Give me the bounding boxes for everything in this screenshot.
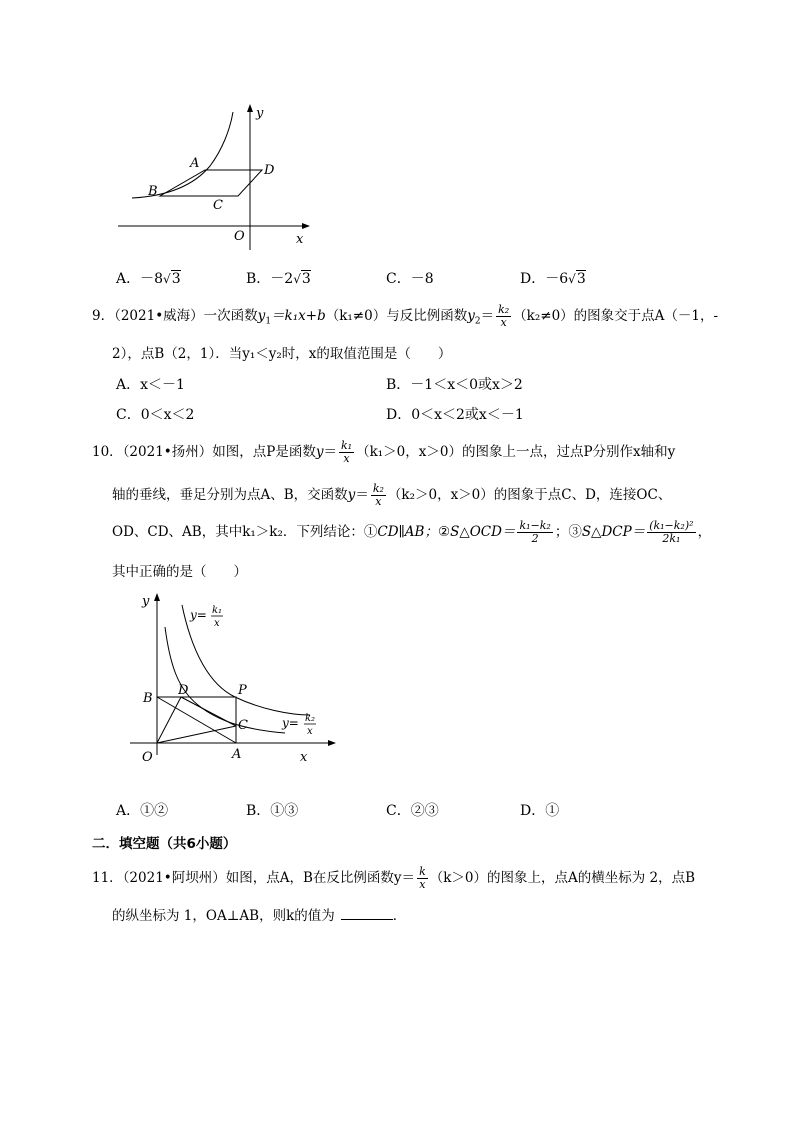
q8-option-value: －8 bbox=[410, 271, 434, 287]
q10-number: 10． bbox=[92, 444, 123, 460]
q8-option-radicand: 3 bbox=[576, 271, 586, 287]
q9-source: （2021•威海） bbox=[114, 308, 204, 324]
parallelogram-abcd bbox=[160, 170, 262, 196]
q11-text: 如图，点A，B在反比例函数y＝ bbox=[225, 870, 416, 886]
q9-text: 一次函数 bbox=[203, 308, 258, 324]
fig10-label-d: D bbox=[178, 683, 189, 698]
fig8-label-b: B bbox=[148, 184, 158, 199]
q10-fraction-k1: $\frac{\text{k₁}}{x}$ bbox=[341, 439, 353, 465]
q10-text: S△DCP＝ bbox=[581, 524, 646, 540]
q9-var: y bbox=[467, 308, 475, 324]
q9-text: （k₁≠0）与反比例函数 bbox=[325, 308, 468, 324]
q10-conclusion-1-marker: ① bbox=[363, 524, 378, 540]
q11-number: 11． bbox=[92, 870, 123, 886]
fig10-label-p: P bbox=[238, 683, 247, 698]
q11-source: （2021•阿坝州） bbox=[122, 870, 226, 886]
fig10-label-b: B bbox=[143, 691, 153, 706]
q9-option-b[interactable]: B．－1＜x＜0或x＞2 bbox=[386, 377, 523, 393]
q8-option-letter: D． bbox=[520, 271, 546, 287]
q9-var: y bbox=[257, 308, 266, 324]
fig10-curve-label-k1: y= bbox=[190, 608, 207, 622]
q11-stem-line2 bbox=[112, 904, 406, 924]
fig10-label-a: A bbox=[232, 747, 242, 762]
q9-option-a[interactable]: A．x＜－1 bbox=[116, 377, 185, 393]
q8-option-radicand: 3 bbox=[171, 271, 181, 287]
section-heading: 二．填空题（共6小题） bbox=[92, 836, 237, 852]
q8-option-c[interactable] bbox=[386, 268, 434, 288]
q9-number: 9． bbox=[92, 308, 115, 324]
q10-text: S△OCD＝ bbox=[450, 524, 516, 540]
fig10-curve-label-k2: y= bbox=[282, 716, 299, 730]
fig8-label-x: x bbox=[296, 232, 304, 247]
fig10-curve-label-k1-num: k₁ bbox=[212, 605, 223, 616]
q8-option-d[interactable]: D．－6√3 bbox=[520, 271, 586, 287]
q8-option-a[interactable]: A．－8√3 bbox=[116, 271, 181, 287]
q8-option-value: －8 bbox=[140, 271, 164, 287]
q11-stem-line1 bbox=[92, 866, 695, 891]
q10-option-c[interactable]: C．②③ bbox=[386, 803, 439, 819]
q10-text: （k₁＞0，x＞0）的图象上一点，过点P分别作x轴和y bbox=[356, 444, 676, 460]
q9-fraction: $\frac{\text{k₂}}{x}$ bbox=[498, 303, 510, 329]
q9-text: （k₂≠0）的图象交于点 bbox=[513, 308, 655, 324]
q9-option-d[interactable]: D．0＜x＜2或x＜－1 bbox=[386, 407, 524, 423]
q8-option-letter: B． bbox=[246, 271, 271, 287]
q10-stem-line4: 其中正确的是（ ） bbox=[112, 564, 247, 580]
curve-k2 bbox=[165, 627, 285, 733]
q8-option-b[interactable]: B．－2√3 bbox=[246, 271, 311, 287]
q11-fraction: $\frac{k}{x}$ bbox=[419, 865, 426, 891]
q8-option-value: －6 bbox=[545, 271, 569, 287]
fig8-label-d: D bbox=[264, 163, 275, 178]
fig10-label-o: O bbox=[142, 750, 153, 765]
q10-fraction-k2: $\frac{\text{k₂}}{x}$ bbox=[372, 482, 384, 508]
q9-stem-line1: 9．（2021•威海）一次函数$y_1=k_1x+b(k_1\ne 0)$与反比例函数$y_2=$ $\frac{\text{k₂}}{x}$ （k₂≠0）的图象交于点A（－1，- bbox=[92, 303, 719, 329]
q9-stem-line2: 2），点B（2，1）．当y₁＜y₂时，x的取值范围是（ ） bbox=[112, 346, 452, 362]
q10-stem-line2: 轴的垂线，垂足分别为点A、B，交函数y＝ $\frac{\text{k₂}}{x}$ （k₂＞0，x＞0）的图象于点C、D，连接OC、 bbox=[112, 482, 672, 508]
q10-text: CD∥AB； bbox=[377, 524, 438, 540]
q10-source: （2021•扬州） bbox=[122, 444, 213, 460]
q10-text: 如图，点P是函数 bbox=[212, 444, 316, 460]
q10-stem-line1: 10．（2021•扬州）如图，点P是函数y＝ $\frac{\text{k₁}}{x}$ （k₁＞0，x＞0）的图象上一点，过点P分别作x轴和y bbox=[92, 439, 676, 465]
fig8-label-c: C bbox=[213, 198, 223, 213]
q10-text: OD、CD、AB，其中k₁＞k₂．下列结论： bbox=[112, 524, 364, 540]
fig10-curve-label-k2-den: x bbox=[307, 726, 313, 737]
q11-text: 的纵坐标为 1，OA⊥AB，则k的值为 bbox=[112, 908, 335, 924]
segment-oc bbox=[157, 726, 236, 743]
q10-fraction-area-ocd: $\frac{\text{k₁−k₂}}{2}$ bbox=[519, 519, 551, 545]
q9-eq: ＝k₁x+b bbox=[271, 308, 326, 324]
q10-conclusion-2-marker: ② bbox=[437, 524, 451, 540]
q8-option-value: －2 bbox=[270, 271, 294, 287]
q10-text: ； bbox=[554, 524, 569, 540]
q9-option-c[interactable]: C．0＜x＜2 bbox=[116, 407, 195, 423]
figure-q8 bbox=[110, 100, 320, 260]
fig10-label-x: x bbox=[300, 750, 308, 765]
fig10-label-c: C bbox=[238, 718, 248, 733]
fig10-label-y: y bbox=[142, 594, 150, 609]
fig10-curve-label-k1-den: x bbox=[214, 618, 220, 629]
fig10-curve-label-k2-num: k₂ bbox=[305, 713, 316, 724]
q8-option-radicand: 3 bbox=[301, 271, 311, 287]
q8-option-letter: C． bbox=[386, 271, 411, 287]
q10-option-d[interactable]: D．① bbox=[520, 803, 560, 819]
figure-q10 bbox=[110, 585, 340, 770]
q11-answer-blank[interactable] bbox=[341, 907, 393, 920]
q10-text: （k₂＞0，x＞0）的图象于点C、D，连接OC、 bbox=[387, 487, 672, 503]
q8-option-letter: A． bbox=[116, 271, 141, 287]
q10-option-a[interactable]: A．①② bbox=[116, 803, 169, 819]
q11-text-end: ． bbox=[392, 908, 407, 924]
q10-option-b[interactable]: B．①③ bbox=[246, 803, 299, 819]
fig8-label-a: A bbox=[190, 156, 200, 171]
fig8-label-o: O bbox=[234, 229, 245, 244]
segment-cd bbox=[181, 697, 236, 726]
q10-fraction-area-dcp: $\frac{\text{(k₁−k₂)²}}{\text{2k₁}}$ bbox=[649, 519, 694, 545]
q9-point-a: A（－1，- bbox=[654, 308, 719, 324]
q11-text: （k＞0）的图象上，点A的横坐标为 2，点B bbox=[429, 870, 696, 886]
q10-stem-line3 bbox=[112, 520, 711, 545]
fig8-label-y: y bbox=[256, 106, 264, 121]
q10-text: ， bbox=[697, 524, 712, 540]
q10-text: 轴的垂线，垂足分别为点A、B，交函数 bbox=[112, 487, 348, 503]
q10-conclusion-3-marker: ③ bbox=[568, 524, 582, 540]
